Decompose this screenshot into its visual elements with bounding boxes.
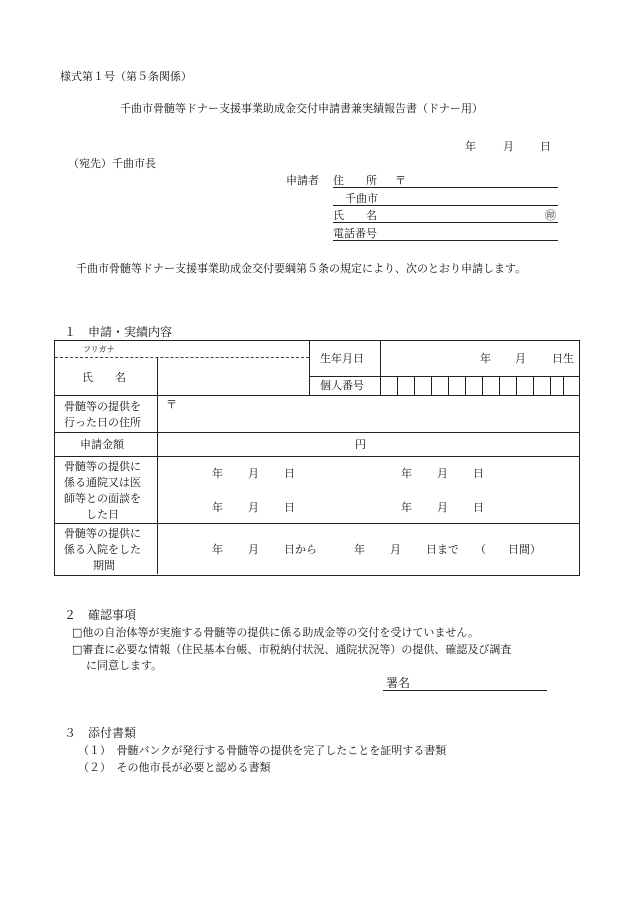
pn-cell-rule bbox=[431, 376, 432, 395]
row-rule-3 bbox=[55, 456, 579, 457]
furigana-dashed-rule bbox=[55, 357, 309, 358]
donation-postal-mark: 〒 bbox=[166, 398, 177, 411]
visit-label-2: 係る通院又は医 bbox=[64, 476, 141, 489]
birth-day: 日生 bbox=[552, 352, 574, 365]
section2-heading: ２ 確認事項 bbox=[64, 608, 137, 622]
pn-cell-rule bbox=[414, 376, 415, 395]
visit-date-day: 日 bbox=[284, 501, 295, 514]
row-rule-2 bbox=[55, 432, 579, 433]
stay-label-3: 期間 bbox=[93, 559, 115, 572]
confirm-item-2-cont: に同意します。 bbox=[86, 659, 163, 672]
attachment-item-2: （２） その他市長が必要と認める書類 bbox=[78, 761, 271, 774]
attachment-item-1: （１） 骨髄バンクが発行する骨髄等の提供を完了したことを証明する書類 bbox=[78, 744, 447, 757]
birth-month: 月 bbox=[515, 352, 526, 365]
applicant-address-label: 住 所 bbox=[333, 174, 377, 187]
pn-cell-rule bbox=[482, 376, 483, 395]
section1-heading: １ 申請・実績内容 bbox=[64, 325, 173, 339]
birth-label: 生年月日 bbox=[320, 352, 364, 365]
birth-year: 年 bbox=[480, 352, 491, 365]
form-number: 様式第１号（第５条関係） bbox=[60, 70, 192, 83]
address-underline-2 bbox=[333, 205, 558, 206]
addressee: （宛先）千曲市長 bbox=[68, 157, 156, 170]
pn-cell-rule bbox=[465, 376, 466, 395]
stay-from-year: 年 bbox=[212, 543, 223, 556]
visit-label-3: 師等との面談を bbox=[64, 492, 141, 505]
pn-cell-rule bbox=[563, 376, 564, 395]
address-underline bbox=[333, 187, 558, 188]
visit-date-day: 日 bbox=[473, 467, 484, 480]
phone-underline bbox=[333, 240, 558, 241]
name-label: 氏 名 bbox=[82, 371, 126, 384]
row-rule-1 bbox=[55, 395, 579, 396]
amount-yen: 円 bbox=[355, 438, 366, 451]
stay-from-day: 日から bbox=[284, 543, 317, 556]
stay-to-day: 日まで bbox=[426, 543, 459, 556]
stay-to-year: 年 bbox=[354, 543, 365, 556]
applicant-city: 千曲市 bbox=[345, 192, 378, 205]
confirm-item-2: □審査に必要な情報（住民基本台帳、市税納付状況、通院状況等）の提供、確認及び調査 bbox=[72, 643, 512, 656]
intro-text: 千曲市骨髄等ドナー支援事業助成金交付要綱第５条の規定により、次のとおり申請します。 bbox=[76, 262, 527, 275]
stay-to-month: 月 bbox=[390, 543, 401, 556]
pn-cell-rule bbox=[448, 376, 449, 395]
personal-number-label: 個人番号 bbox=[320, 379, 364, 392]
seal-mark: ㊞ bbox=[545, 209, 556, 222]
birth-value-rule bbox=[380, 341, 381, 395]
confirm-item-1: □他の自治体等が実施する骨髄等の提供に係る助成金等の交付を受けていません。 bbox=[72, 626, 480, 639]
row-rule-birth bbox=[309, 376, 579, 377]
visit-label-1: 骨髄等の提供に bbox=[64, 460, 141, 473]
amount-label: 申請金額 bbox=[80, 438, 124, 451]
postal-mark: 〒 bbox=[395, 174, 406, 187]
furigana-label: フリガナ bbox=[83, 345, 115, 354]
signature-underline[interactable] bbox=[383, 690, 547, 691]
date-month: 月 bbox=[503, 140, 514, 153]
document-title: 千曲市骨髄等ドナー支援事業助成金交付申請書兼実績報告書（ドナー用） bbox=[120, 102, 483, 115]
pn-cell-rule bbox=[533, 376, 534, 395]
visit-date-month: 月 bbox=[437, 467, 448, 480]
label-column-rule bbox=[157, 357, 158, 574]
pn-cell-rule bbox=[550, 376, 551, 395]
stay-label-2: 係る入院をした bbox=[64, 543, 141, 556]
birth-column-rule bbox=[309, 341, 310, 395]
visit-date-year: 年 bbox=[401, 467, 412, 480]
applicant-phone-label: 電話番号 bbox=[333, 227, 377, 240]
pn-cell-rule bbox=[516, 376, 517, 395]
visit-date-year: 年 bbox=[401, 501, 412, 514]
date-year: 年 bbox=[465, 140, 476, 153]
address-label-2: 行った日の住所 bbox=[64, 416, 141, 429]
name-underline bbox=[333, 222, 558, 223]
visit-date-month: 月 bbox=[248, 467, 259, 480]
visit-date-year: 年 bbox=[212, 467, 223, 480]
signature-label: 署名 bbox=[386, 676, 411, 690]
section3-heading: ３ 添付書類 bbox=[64, 726, 137, 740]
pn-cell-rule bbox=[499, 376, 500, 395]
date-day: 日 bbox=[540, 140, 551, 153]
applicant-name-label: 氏 名 bbox=[333, 209, 377, 222]
visit-date-month: 月 bbox=[248, 501, 259, 514]
visit-date-month: 月 bbox=[437, 501, 448, 514]
visit-label-4: した日 bbox=[86, 508, 119, 521]
row-rule-4 bbox=[55, 523, 579, 524]
visit-date-day: 日 bbox=[284, 467, 295, 480]
stay-days: （ 日間） bbox=[475, 543, 541, 556]
pn-cell-rule bbox=[397, 376, 398, 395]
stay-label-1: 骨髄等の提供に bbox=[64, 527, 141, 540]
visit-date-day: 日 bbox=[473, 501, 484, 514]
visit-date-year: 年 bbox=[212, 501, 223, 514]
address-label-1: 骨髄等の提供を bbox=[64, 400, 141, 413]
applicant-label: 申請者 bbox=[286, 174, 319, 187]
stay-from-month: 月 bbox=[248, 543, 259, 556]
